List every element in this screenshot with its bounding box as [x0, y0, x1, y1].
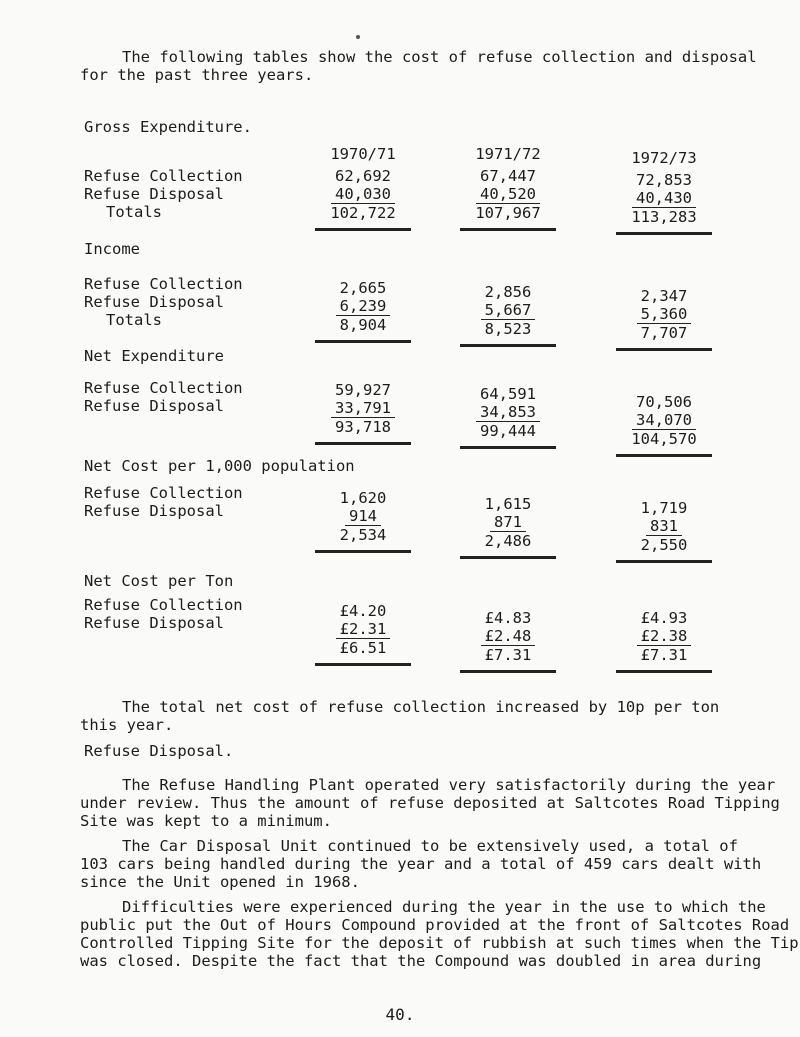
income-col-1970-71: 2,665 6,239 8,904 — [303, 279, 423, 343]
total-note-line-2: this year. — [80, 716, 174, 734]
per-pop-col-1971-72: 1,615 871 2,486 — [448, 495, 568, 559]
label-refuse-collection: Refuse Collection — [84, 484, 243, 502]
net-cost-per-1000-heading: Net Cost per 1,000 population — [84, 457, 355, 475]
intro-line-1: The following tables show the cost of refuse collection and disposal — [122, 48, 757, 66]
car-disposal-paragraph: The Car Disposal Unit continued to be extensively used, a total of 103 cars being handled during the year and a total of 459 cars dealt with since the Unit opened in 1968. — [80, 837, 762, 891]
label-refuse-collection: Refuse Collection — [84, 596, 243, 614]
per-pop-col-1970-71: 1,620 914 2,534 — [303, 489, 423, 553]
scan-speck — [356, 35, 360, 39]
net-labels — [84, 379, 243, 415]
intro-paragraph — [80, 48, 760, 84]
intro-line-2: for the past three years. — [80, 66, 314, 84]
gross-col-1971-72: 67,447 40,520 107,967 — [448, 167, 568, 231]
label-refuse-collection: Refuse Collection — [84, 275, 243, 293]
total-note-line-1: The total net cost of refuse collection increased by 10p per ton — [122, 698, 720, 716]
refuse-handling-paragraph: The Refuse Handling Plant operated very satisfactorily during the year under review. Thus the amount of refuse deposited at Saltcotes Road Tipping Site was kept to a minimum. — [80, 776, 780, 830]
total-cost-note — [80, 698, 760, 734]
net-expenditure-heading: Net Expenditure — [84, 347, 224, 365]
per-ton-col-1970-71: £4.20 £2.31 £6.51 — [303, 602, 423, 666]
per-pop-labels — [84, 484, 243, 520]
net-col-1970-71: 59,927 33,791 93,718 — [303, 381, 423, 445]
gross-expenditure-heading: Gross Expenditure. — [84, 118, 252, 136]
label-refuse-disposal: Refuse Disposal — [84, 293, 224, 311]
net-cost-per-ton-heading: Net Cost per Ton — [84, 572, 234, 590]
income-col-1971-72: 2,856 5,667 8,523 — [448, 283, 568, 347]
label-refuse-disposal: Refuse Disposal — [84, 185, 224, 203]
income-col-1972-73: 2,347 5,360 7,707 — [604, 287, 724, 351]
income-heading: Income — [84, 240, 140, 258]
gross-labels — [84, 167, 243, 221]
net-col-1971-72: 64,591 34,853 99,444 — [448, 385, 568, 449]
refuse-disposal-heading: Refuse Disposal. — [84, 742, 234, 760]
label-refuse-disposal: Refuse Disposal — [84, 397, 224, 415]
per-pop-col-1972-73: 1,719 831 2,550 — [604, 499, 724, 563]
label-refuse-collection: Refuse Collection — [84, 167, 243, 185]
year-header-1972-73: 1972/73 — [631, 149, 697, 167]
year-header-1970-71: 1970/71 — [330, 145, 396, 163]
gross-col-1970-71: 62,692 40,030 102,722 — [303, 167, 423, 231]
label-totals: Totals — [106, 203, 162, 221]
label-refuse-collection: Refuse Collection — [84, 379, 243, 397]
label-totals: Totals — [106, 311, 162, 329]
per-ton-col-1972-73: £4.93 £2.38 £7.31 — [604, 609, 724, 673]
per-ton-col-1971-72: £4.83 £2.48 £7.31 — [448, 609, 568, 673]
difficulties-paragraph: Difficulties were experienced during the year in the use to which the public put the Out of Hours Compound provided at the front of Saltcotes Road Controlled Tipping Site for the deposit of rubbish at such times when the Tip was closed. Despite the fact that the Compound was doubled in area during — [80, 898, 799, 970]
label-refuse-disposal: Refuse Disposal — [84, 502, 224, 520]
label-refuse-disposal: Refuse Disposal — [84, 614, 224, 632]
gross-col-1972-73: 72,853 40,430 113,283 — [604, 171, 724, 235]
per-ton-labels — [84, 596, 243, 632]
net-col-1972-73: 70,506 34,070 104,570 — [604, 393, 724, 457]
income-labels — [84, 275, 243, 329]
year-header-1971-72: 1971/72 — [475, 145, 541, 163]
page-number: 40. — [385, 1005, 415, 1024]
